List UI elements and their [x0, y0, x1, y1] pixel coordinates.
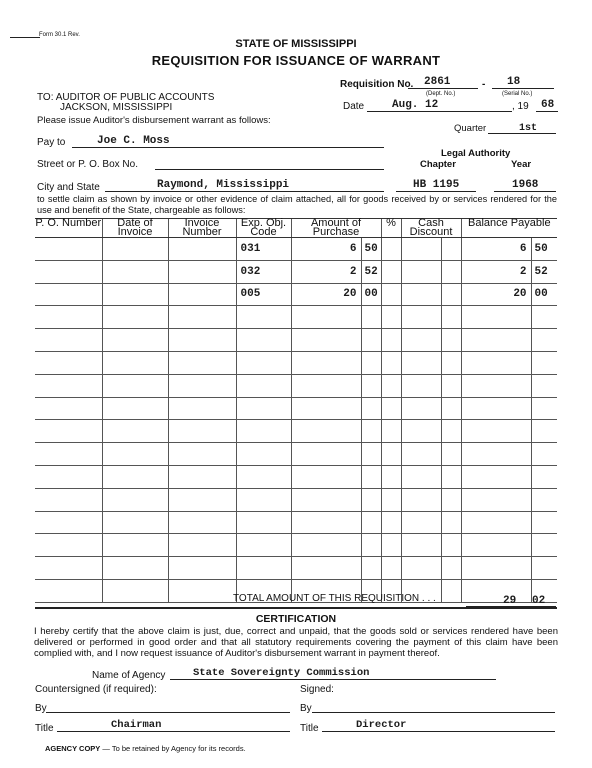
state-heading: STATE OF MISSISSIPPI: [235, 38, 357, 50]
invoice-number-cell: [168, 511, 236, 534]
table-row: [35, 329, 557, 352]
discount-dollars-cell: [401, 557, 441, 580]
balance-dollars-cell: [461, 557, 531, 580]
discount-dollars-cell: [401, 465, 441, 488]
invoice-number-cell: [168, 488, 236, 511]
balance-dollars-cell: 6: [461, 238, 531, 261]
percent-cell: [381, 511, 401, 534]
balance-cents-cell: [531, 511, 557, 534]
invoice-date-cell: [102, 488, 168, 511]
percent-cell: [381, 283, 401, 306]
discount-dollars-cell: [401, 397, 441, 420]
amount-cents-cell: 50: [361, 238, 381, 261]
percent-cell: [381, 557, 401, 580]
exp-code-cell: 005: [236, 283, 291, 306]
pay-to-value: Joe C. Moss: [97, 135, 170, 147]
percent-cell: [381, 443, 401, 466]
title-right-value: Director: [356, 719, 407, 731]
amount-cents-cell: [361, 329, 381, 352]
invoice-number-cell: [168, 238, 236, 261]
invoice-date-cell: [102, 557, 168, 580]
requisition-table: [35, 218, 557, 603]
table-row: [35, 443, 557, 466]
discount-cents-cell: [441, 579, 461, 602]
balance-cents-cell: [531, 374, 557, 397]
header-invoice-date: Date of Invoice: [102, 219, 168, 238]
balance-dollars-cell: [461, 488, 531, 511]
street-rule: [155, 169, 384, 170]
year-value: 68: [541, 99, 555, 111]
form-number: Form 30.1 Rev.: [39, 32, 80, 38]
by-left-rule: [46, 712, 290, 713]
amount-dollars-cell: [291, 397, 361, 420]
amount-cents-cell: [361, 420, 381, 443]
po-cell: [35, 465, 102, 488]
title-right-rule: [322, 731, 555, 732]
amount-dollars-cell: [291, 488, 361, 511]
balance-cents-cell: [531, 557, 557, 580]
city-label: City and State: [37, 182, 100, 193]
header-balance-payable: Balance Payable: [461, 219, 557, 238]
dept-caption: (Dept. No.): [426, 91, 456, 97]
by-left-label: By: [35, 703, 47, 714]
balance-cents-cell: [531, 420, 557, 443]
agency-label: Name of Agency: [92, 670, 166, 681]
discount-dollars-cell: [401, 283, 441, 306]
table-row: [35, 488, 557, 511]
amount-cents-cell: [361, 306, 381, 329]
po-cell: [35, 534, 102, 557]
invoice-number-cell: [168, 260, 236, 283]
exp-code-cell: [236, 511, 291, 534]
exp-code-cell: [236, 397, 291, 420]
date-label: Date: [343, 101, 365, 112]
invoice-date-cell: [102, 511, 168, 534]
balance-cents-cell: [531, 534, 557, 557]
table-row: [35, 557, 557, 580]
balance-dollars-cell: [461, 443, 531, 466]
balance-dollars-cell: [461, 579, 531, 602]
total-cents: 02: [532, 595, 546, 607]
amount-cents-cell: [361, 488, 381, 511]
invoice-number-cell: [168, 329, 236, 352]
amount-cents-cell: [361, 511, 381, 534]
po-cell: [35, 443, 102, 466]
total-dollars: 29: [503, 595, 517, 607]
date-value: Aug. 12: [392, 99, 439, 111]
addressee-line1: TO: AUDITOR OF PUBLIC ACCOUNTS: [37, 92, 215, 103]
balance-dollars-cell: [461, 397, 531, 420]
invoice-number-cell: [168, 557, 236, 580]
amount-cents-cell: 00: [361, 283, 381, 306]
total-bottom-rule: [35, 607, 557, 609]
amount-dollars-cell: [291, 511, 361, 534]
city-rule: [105, 191, 384, 192]
serial-number-rule: [492, 88, 554, 89]
exp-code-cell: 032: [236, 260, 291, 283]
po-cell: [35, 579, 102, 602]
chapter-rule: [396, 191, 476, 192]
authority-year-value: 1968: [512, 179, 539, 191]
invoice-date-cell: [102, 260, 168, 283]
balance-cents-cell: [531, 351, 557, 374]
percent-cell: [381, 329, 401, 352]
header-percent: %: [381, 219, 401, 238]
countersigned-label: Countersigned (if required):: [35, 684, 157, 695]
invoice-number-cell: [168, 534, 236, 557]
header-cash-discount: Cash Discount: [401, 219, 461, 238]
amount-dollars-cell: 20: [291, 283, 361, 306]
discount-cents-cell: [441, 374, 461, 397]
pay-to-rule: [72, 147, 384, 148]
discount-dollars-cell: [401, 351, 441, 374]
invoice-date-cell: [102, 397, 168, 420]
certification-text: I hereby certify that the above claim is just, due, correct and unpaid, that the goods sold or services rendered have been delivered or performed in good order and that all statutory requirements covering the payment of this claim have been complied with, and I now request issuance of Auditor's disbursement warrant in payment thereof.: [34, 626, 558, 660]
table-row: [35, 511, 557, 534]
exp-code-cell: [236, 351, 291, 374]
invoice-date-cell: [102, 420, 168, 443]
invoice-number-cell: [168, 579, 236, 602]
amount-dollars-cell: 6: [291, 238, 361, 261]
quarter-label: Quarter: [454, 123, 487, 134]
po-cell: [35, 397, 102, 420]
exp-code-cell: [236, 465, 291, 488]
serial-caption: (Serial No.): [502, 91, 533, 97]
amount-cents-cell: [361, 351, 381, 374]
po-cell: [35, 260, 102, 283]
amount-cents-cell: [361, 443, 381, 466]
by-right-label: By: [300, 703, 312, 714]
balance-cents-cell: [531, 306, 557, 329]
po-cell: [35, 329, 102, 352]
percent-cell: [381, 238, 401, 261]
amount-dollars-cell: [291, 374, 361, 397]
chapter-value: HB 1195: [413, 179, 460, 191]
exp-code-cell: [236, 306, 291, 329]
invoice-date-cell: [102, 579, 168, 602]
discount-cents-cell: [441, 465, 461, 488]
discount-cents-cell: [441, 443, 461, 466]
serial-number: 18: [507, 76, 521, 88]
year-prefix: , 19: [512, 101, 529, 112]
quarter-rule: [488, 133, 556, 134]
discount-cents-cell: [441, 260, 461, 283]
discount-dollars-cell: [401, 488, 441, 511]
table-row: [35, 420, 557, 443]
header-amount-purchase: Amount of Purchase: [291, 219, 381, 238]
discount-dollars-cell: [401, 511, 441, 534]
table-row: [35, 397, 557, 420]
percent-cell: [381, 351, 401, 374]
balance-cents-cell: [531, 329, 557, 352]
header-exp-code: Exp. Obj. Code: [236, 219, 291, 238]
po-cell: [35, 557, 102, 580]
invoice-date-cell: [102, 306, 168, 329]
signed-label: Signed:: [300, 684, 334, 695]
discount-dollars-cell: [401, 238, 441, 261]
legal-authority-title: Legal Authority: [441, 148, 511, 159]
table-row: [35, 283, 557, 306]
agency-value: State Sovereignty Commission: [193, 667, 370, 679]
table-row: [35, 238, 557, 261]
agency-rule: [170, 679, 496, 680]
invoice-date-cell: [102, 374, 168, 397]
quarter-value: 1st: [519, 123, 538, 134]
exp-code-cell: [236, 488, 291, 511]
invoice-number-cell: [168, 397, 236, 420]
year-label: Year: [511, 159, 532, 170]
form-title: REQUISITION FOR ISSUANCE OF WARRANT: [151, 53, 441, 68]
table-row: [35, 465, 557, 488]
balance-dollars-cell: [461, 374, 531, 397]
discount-dollars-cell: [401, 443, 441, 466]
exp-code-cell: [236, 534, 291, 557]
amount-cents-cell: 52: [361, 260, 381, 283]
percent-cell: [381, 260, 401, 283]
balance-dollars-cell: [461, 511, 531, 534]
year-rule: [536, 111, 558, 112]
date-rule: [367, 111, 512, 112]
invoice-date-cell: [102, 534, 168, 557]
balance-cents-cell: [531, 397, 557, 420]
exp-code-cell: [236, 557, 291, 580]
chapter-label: Chapter: [420, 159, 456, 170]
discount-dollars-cell: [401, 420, 441, 443]
amount-dollars-cell: [291, 557, 361, 580]
balance-dollars-cell: [461, 465, 531, 488]
discount-cents-cell: [441, 488, 461, 511]
balance-dollars-cell: [461, 351, 531, 374]
amount-dollars-cell: [291, 420, 361, 443]
balance-cents-cell: 00: [531, 283, 557, 306]
title-left-label: Title: [35, 723, 54, 734]
exp-code-cell: [236, 443, 291, 466]
po-cell: [35, 420, 102, 443]
table-row: [35, 260, 557, 283]
amount-dollars-cell: [291, 306, 361, 329]
invoice-number-cell: [168, 465, 236, 488]
city-value: Raymond, Mississippi: [157, 179, 290, 191]
balance-cents-cell: 50: [531, 238, 557, 261]
amount-dollars-cell: [291, 351, 361, 374]
balance-cents-cell: 52: [531, 260, 557, 283]
percent-cell: [381, 534, 401, 557]
invoice-number-cell: [168, 443, 236, 466]
invoice-date-cell: [102, 238, 168, 261]
title-left-value: Chairman: [111, 719, 162, 731]
dept-number-rule: [408, 88, 478, 89]
invoice-number-cell: [168, 306, 236, 329]
po-cell: [35, 351, 102, 374]
amount-cents-cell: [361, 534, 381, 557]
invoice-number-cell: [168, 283, 236, 306]
exp-code-cell: [236, 420, 291, 443]
authority-year-rule: [494, 191, 556, 192]
settle-claim-text: to settle claim as shown by invoice or other evidence of claim attached, all for goods received by or services rendered for the use and benefit of the State, chargeable as follows:: [37, 194, 557, 215]
disbursement-instruction: Please issue Auditor's disbursement warrant as follows:: [37, 115, 271, 126]
amount-dollars-cell: [291, 443, 361, 466]
street-label: Street or P. O. Box No.: [37, 159, 138, 170]
balance-dollars-cell: 2: [461, 260, 531, 283]
balance-cents-cell: [531, 443, 557, 466]
amount-cents-cell: [361, 397, 381, 420]
requisition-dash: -: [482, 79, 486, 90]
dept-number: 2861: [424, 76, 451, 88]
table-header-row: [35, 219, 557, 238]
po-cell: [35, 283, 102, 306]
exp-code-cell: 031: [236, 238, 291, 261]
by-right-rule: [312, 712, 555, 713]
balance-dollars-cell: [461, 534, 531, 557]
percent-cell: [381, 465, 401, 488]
amount-cents-cell: [361, 374, 381, 397]
discount-cents-cell: [441, 329, 461, 352]
invoice-date-cell: [102, 283, 168, 306]
pay-to-label: Pay to: [37, 137, 66, 148]
percent-cell: [381, 397, 401, 420]
header-invoice-number: Invoice Number: [168, 219, 236, 238]
title-left-rule: [57, 731, 290, 732]
amount-cents-cell: [361, 465, 381, 488]
po-cell: [35, 488, 102, 511]
po-cell: [35, 238, 102, 261]
table-row: [35, 306, 557, 329]
table-row: [35, 534, 557, 557]
discount-dollars-cell: [401, 329, 441, 352]
invoice-number-cell: [168, 351, 236, 374]
header-po-number: P. O. Number: [35, 219, 102, 238]
discount-cents-cell: [441, 420, 461, 443]
balance-cents-cell: [531, 465, 557, 488]
certification-title: CERTIFICATION: [255, 613, 337, 625]
invoice-number-cell: [168, 420, 236, 443]
balance-dollars-cell: [461, 306, 531, 329]
po-cell: [35, 511, 102, 534]
requisition-label: Requisition No.: [340, 79, 414, 90]
invoice-number-cell: [168, 374, 236, 397]
discount-dollars-cell: [401, 374, 441, 397]
amount-dollars-cell: 2: [291, 260, 361, 283]
percent-cell: [381, 488, 401, 511]
invoice-date-cell: [102, 329, 168, 352]
discount-cents-cell: [441, 557, 461, 580]
exp-code-cell: [236, 329, 291, 352]
balance-cents-cell: [531, 488, 557, 511]
discount-cents-cell: [441, 238, 461, 261]
discount-cents-cell: [441, 397, 461, 420]
title-right-label: Title: [300, 723, 319, 734]
amount-dollars-cell: [291, 465, 361, 488]
balance-dollars-cell: [461, 420, 531, 443]
discount-dollars-cell: [401, 260, 441, 283]
exp-code-cell: [236, 374, 291, 397]
discount-cents-cell: [441, 283, 461, 306]
discount-cents-cell: [441, 351, 461, 374]
agency-copy-label: AGENCY COPY: [45, 744, 101, 753]
addressee-line2: JACKSON, MISSISSIPPI: [60, 102, 173, 113]
balance-dollars-cell: [461, 329, 531, 352]
discount-cents-cell: [441, 306, 461, 329]
amount-cents-cell: [361, 557, 381, 580]
discount-dollars-cell: [401, 306, 441, 329]
invoice-date-cell: [102, 351, 168, 374]
discount-dollars-cell: [401, 534, 441, 557]
amount-dollars-cell: [291, 329, 361, 352]
percent-cell: [381, 374, 401, 397]
table-row: [35, 351, 557, 374]
agency-copy-note: [45, 744, 246, 753]
table-row: [35, 374, 557, 397]
discount-cents-cell: [441, 511, 461, 534]
po-cell: [35, 306, 102, 329]
amount-dollars-cell: [291, 534, 361, 557]
balance-dollars-cell: 20: [461, 283, 531, 306]
invoice-date-cell: [102, 465, 168, 488]
percent-cell: [381, 420, 401, 443]
po-cell: [35, 374, 102, 397]
percent-cell: [381, 306, 401, 329]
total-label: TOTAL AMOUNT OF THIS REQUISITION . . .: [233, 593, 436, 604]
invoice-date-cell: [102, 443, 168, 466]
discount-cents-cell: [441, 534, 461, 557]
agency-copy-text: — To be retained by Agency for its records.: [100, 744, 246, 753]
